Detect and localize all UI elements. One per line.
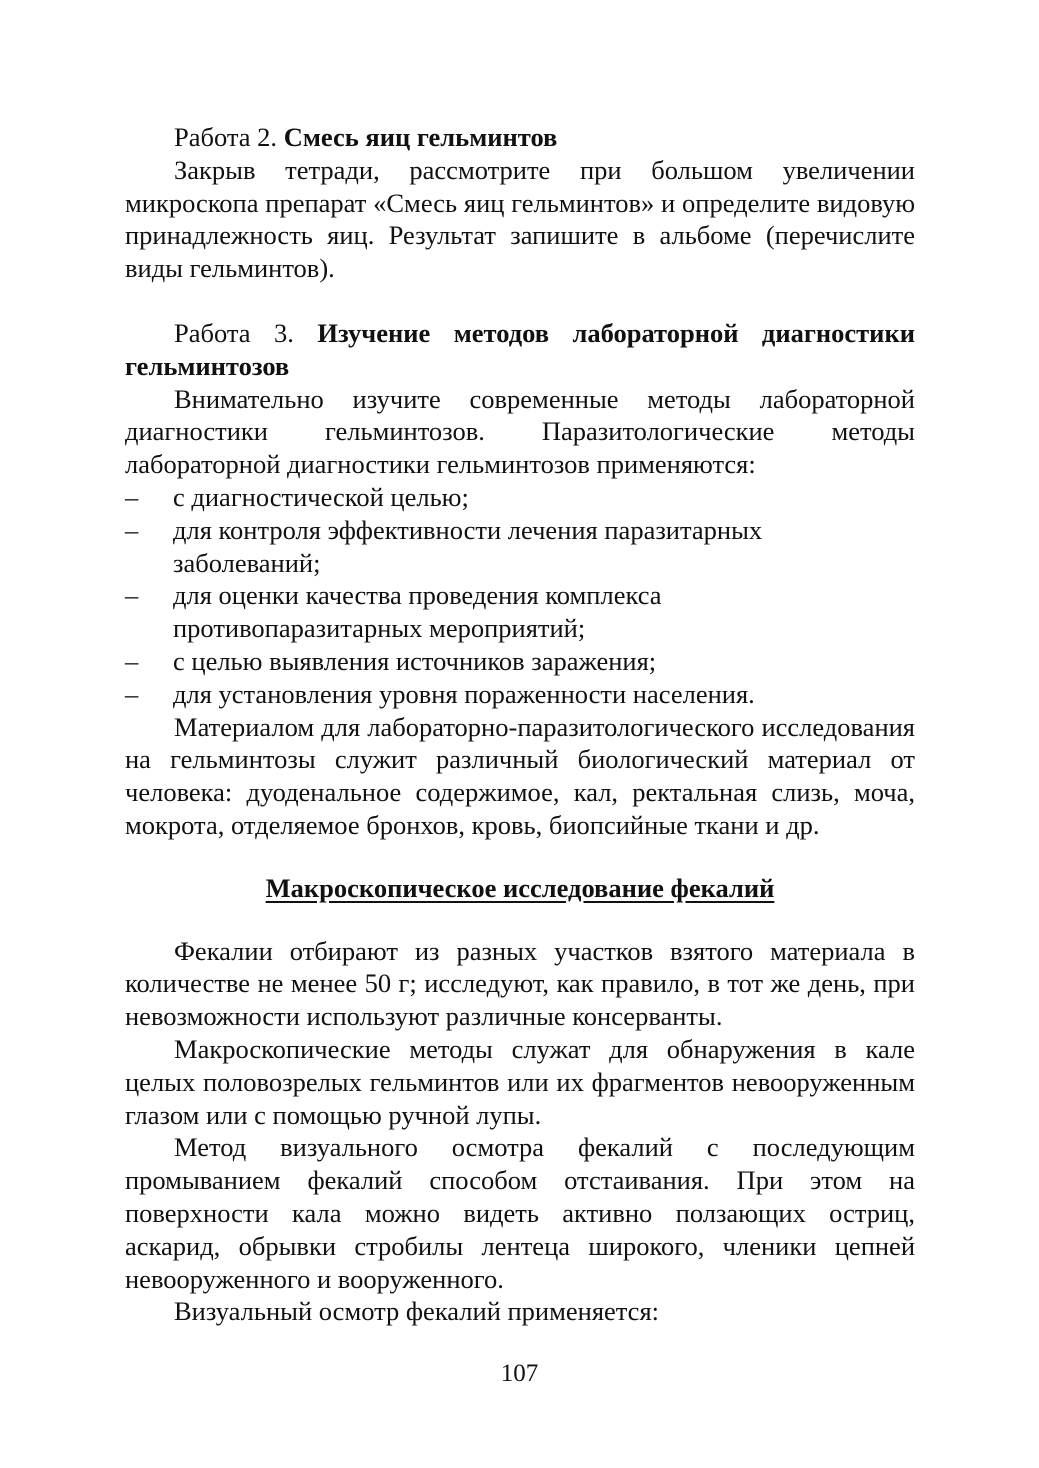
list-item xyxy=(125,579,915,645)
page-content xyxy=(125,121,915,1328)
section-paragraph: Визуальный осмотр фекалий применяется: xyxy=(174,1296,659,1327)
section-paragraph: Фекалии отбирают из разных участков взятого материала в количестве не менее 50 г; исследуют, как правило, в тот же день, при невозможности используют различные консерванты. xyxy=(125,935,915,1032)
work2-heading xyxy=(125,121,915,154)
page-number: 107 xyxy=(500,1360,539,1387)
section-paragraph: Макроскопические методы служат для обнаружения в кале целых половозрелых гельминтов или их фрагментов невооруженным глазом или с помощью ручной лупы. xyxy=(125,1033,915,1130)
spacer xyxy=(125,905,915,935)
list-item-text: с целью выявления источников заражения; xyxy=(173,645,657,676)
dash-bullet: – xyxy=(125,580,139,611)
dash-bullet: – xyxy=(125,678,139,709)
dash-bullet: – xyxy=(125,514,139,545)
dash-bullet: – xyxy=(125,481,139,512)
section-paragraph: Метод визуального осмотра фекалий с последующим промыванием фекалий способом отстаивания. При этом на поверхности кала можно видеть активно ползающих остриц, аскарид, обрывки стробилы лентеца широкого, членики цепней невооруженного и вооруженного. xyxy=(125,1132,915,1294)
section-heading xyxy=(125,872,915,905)
work3-intro: Внимательно изучите современные методы лабораторной диагностики гельминтозов. Паразитологические методы лабораторной диагностики гельминтозов применяются: xyxy=(125,383,915,480)
list-item xyxy=(125,514,915,580)
work2-title: Смесь яиц гельминтов xyxy=(283,122,558,152)
work2-text: Закрыв тетради, рассмотрите при большом увеличении микроскопа препарат «Смесь яиц гельминтов» и определите видовую принадлежность яиц. Результат запишите в альбоме (перечислите виды гельминтов). xyxy=(125,154,915,284)
list-item-text: для установления уровня пораженности населения. xyxy=(173,678,755,709)
list-item-text: с диагностической целью; xyxy=(173,481,469,512)
work3-material: Материалом для лабораторно-паразитологического исследования на гельминтозы служит различный биологический материал от человека: дуоденальное содержимое, кал, ректальная слизь, моча, мокрота, отделяемое бронхов, кровь, биопсийные ткани и др. xyxy=(125,711,915,840)
list-item xyxy=(125,481,915,514)
list-item-text: для оценки качества проведения комплекса противопаразитарных мероприятий; xyxy=(173,580,662,644)
section-heading-text: Макроскопическое исследование фекалий xyxy=(265,872,775,903)
list-item xyxy=(125,645,915,678)
list-item-text: для контроля эффективности лечения паразитарных заболеваний; xyxy=(173,514,763,578)
dash-bullet: – xyxy=(125,645,139,676)
work3-heading xyxy=(125,317,915,383)
work3-label: Работа 3. xyxy=(174,317,318,348)
spacer xyxy=(125,285,915,317)
application-list xyxy=(125,481,915,711)
spacer xyxy=(125,842,915,872)
work2-label: Работа 2. xyxy=(174,122,284,152)
list-item xyxy=(125,678,915,711)
work3-title: Изучение методов лабораторной диагностики гельминтозов xyxy=(125,317,915,381)
